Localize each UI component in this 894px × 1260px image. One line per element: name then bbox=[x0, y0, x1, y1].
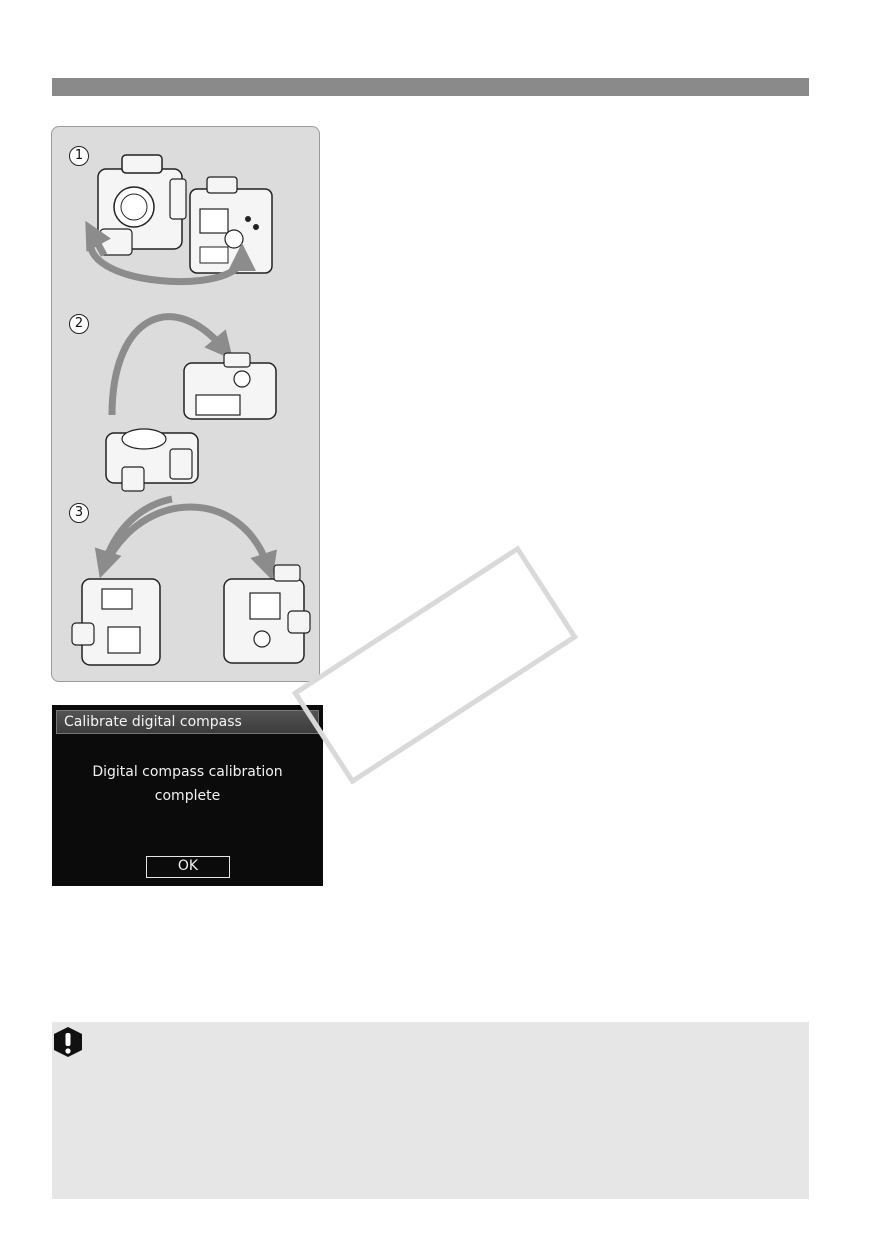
caution-box bbox=[52, 1022, 809, 1199]
step3-camera-right-side bbox=[224, 565, 310, 663]
calibration-illustration-panel bbox=[51, 126, 320, 682]
camera-lcd-screen bbox=[52, 705, 323, 886]
screen-title: Calibrate digital compass bbox=[56, 710, 319, 734]
step3-camera-left-side bbox=[72, 579, 160, 665]
step-number-1: 1 bbox=[69, 146, 89, 166]
step1-camera-back bbox=[190, 177, 272, 273]
calibration-message-line2: complete bbox=[154, 788, 221, 804]
calibration-illustration bbox=[52, 127, 321, 683]
caution-icon bbox=[52, 1026, 84, 1058]
section-header-bar bbox=[52, 78, 809, 96]
copy-watermark-stamp bbox=[292, 545, 578, 784]
calibration-message bbox=[52, 760, 323, 808]
calibration-message-line1: Digital compass calibration bbox=[92, 764, 283, 780]
step2-camera-bottom-view bbox=[106, 429, 198, 491]
step1-camera-front bbox=[98, 155, 186, 255]
step-number-3: 3 bbox=[69, 503, 89, 523]
ok-button[interactable]: OK bbox=[146, 856, 230, 878]
step-number-2: 2 bbox=[69, 314, 89, 334]
step3-rotate-arrow bbox=[104, 507, 268, 567]
step2-camera-top-view bbox=[184, 353, 276, 419]
